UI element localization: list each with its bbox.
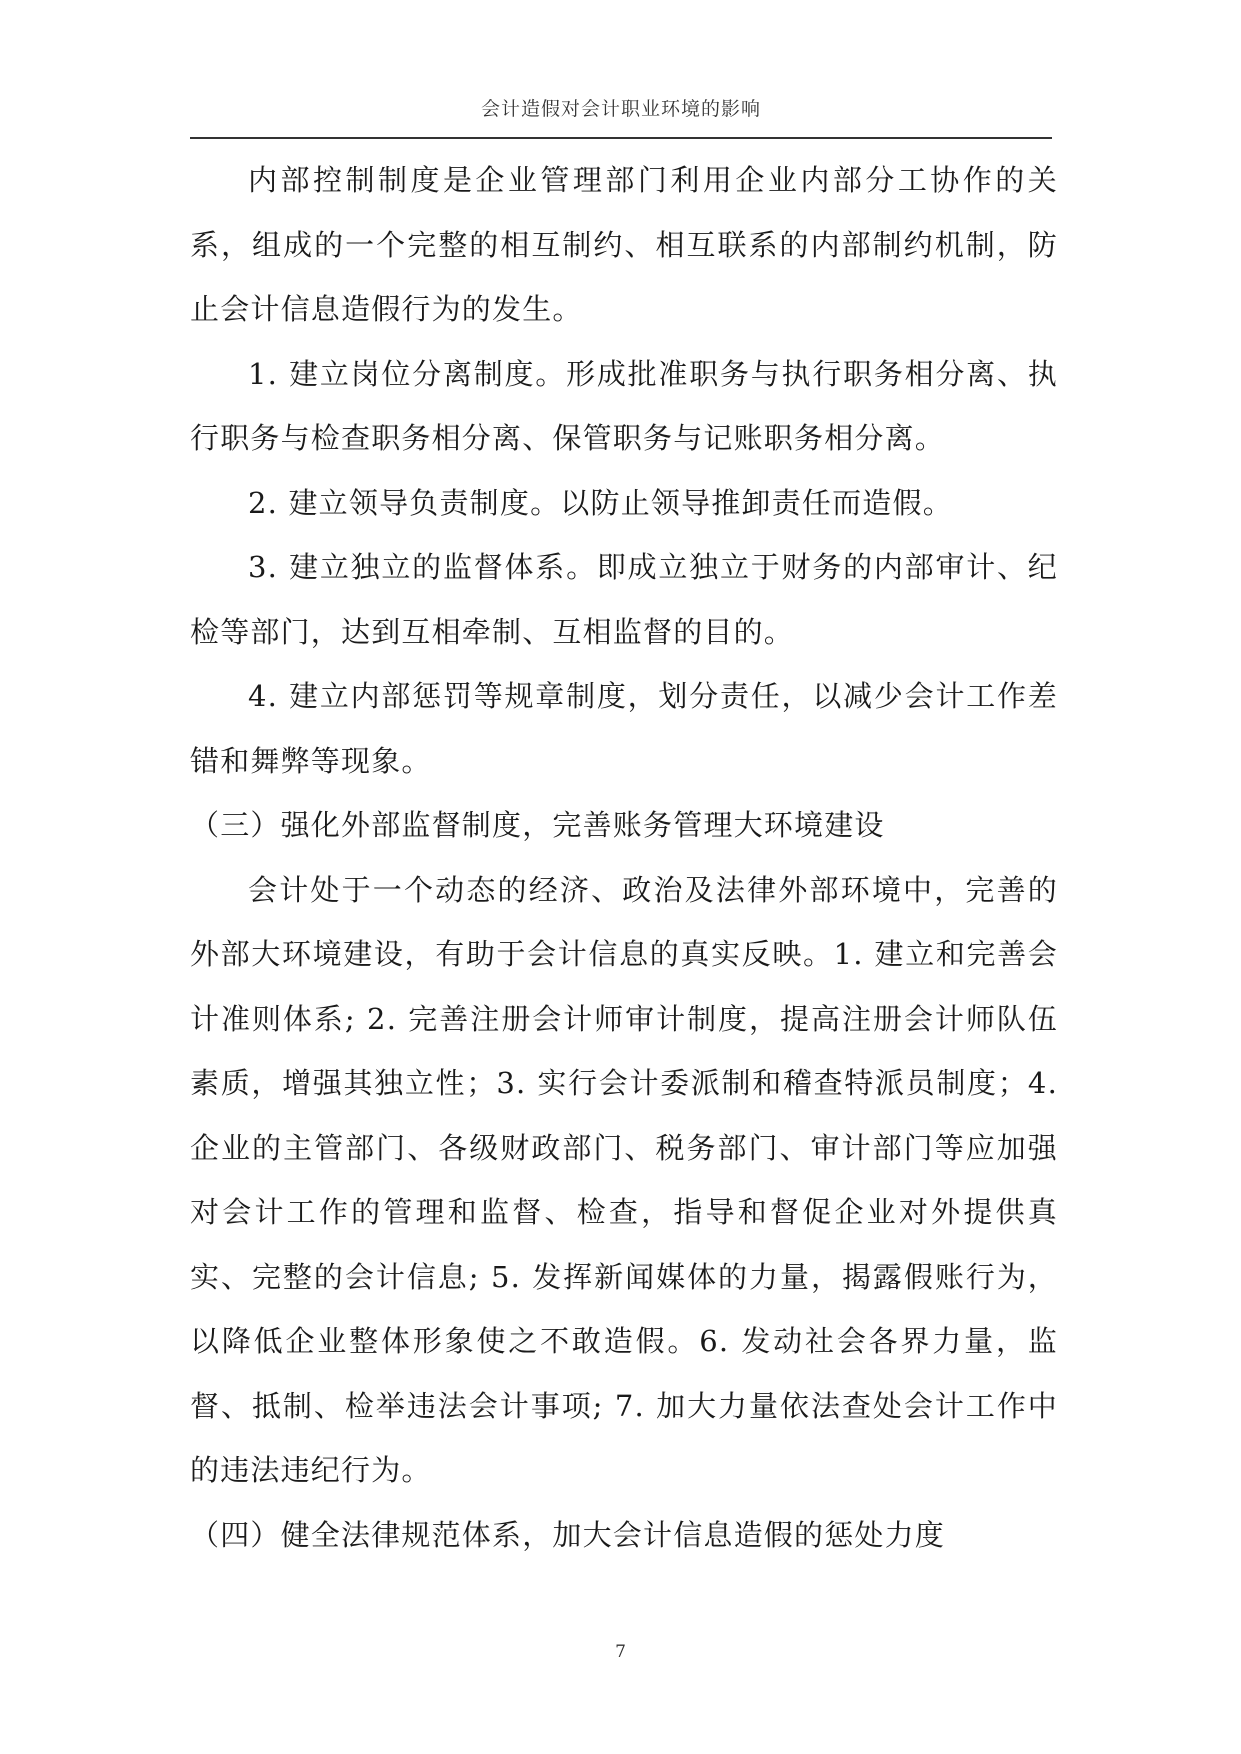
- paragraph-item-4: 4. 建立内部惩罚等规章制度，划分责任，以减少会计工作差错和舞弊等现象。: [190, 679, 1058, 778]
- section-heading-3: （三）强化外部监督制度，完善账务管理大环境建设: [190, 808, 885, 842]
- page-number: 7: [615, 1642, 626, 1662]
- paragraph-item-2: 2. 建立领导负责制度。以防止领导推卸责任而造假。: [248, 485, 953, 520]
- section-heading-4: （四）健全法律规范体系，加大会计信息造假的惩处力度: [190, 1517, 946, 1552]
- running-header: 会计造假对会计职业环境的影响: [480, 98, 761, 120]
- paragraph-external-supervision: 会计处于一个动态的经济、政治及法律外部环境中，完善的外部大环境建设，有助于会计信息的真实反映。1. 建立和完善会计准则体系; 2. 完善注册会计师审计制度，提高注册会计师队伍素质，增强其独立性；3. 实行会计委派制和稽查特派员制度；4. 企业的主管部门、各级财政部门、税务部门、审计部门等应加强对会计工作的管理和监督、检查，指导和督促企业对外提供真实、完整的会计信息; 5. 发挥新闻媒体的力量，揭露假账行为，以降低企业整体形象使之不敢造假。6. 发动社会各界力量，监督、抵制、检举违法会计事项; 7. 加大力量依法查处会计工作中的违法违纪行为。: [190, 872, 1058, 1487]
- paragraph-internal-control: 内部控制制度是企业管理部门利用企业内部分工协作的关系，组成的一个完整的相互制约、相互联系的内部制约机制，防止会计信息造假行为的发生。: [190, 163, 1058, 326]
- body-text: [190, 148, 1058, 1567]
- paragraph-item-1: 1. 建立岗位分离制度。形成批准职务与执行职务相分离、执行职务与检查职务相分离、保管职务与记账职务相分离。: [190, 356, 1058, 455]
- header-rule: [190, 137, 1052, 139]
- paragraph-item-3: 3. 建立独立的监督体系。即成立独立于财务的内部审计、纪检等部门，达到互相牵制、互相监督的目的。: [190, 550, 1058, 649]
